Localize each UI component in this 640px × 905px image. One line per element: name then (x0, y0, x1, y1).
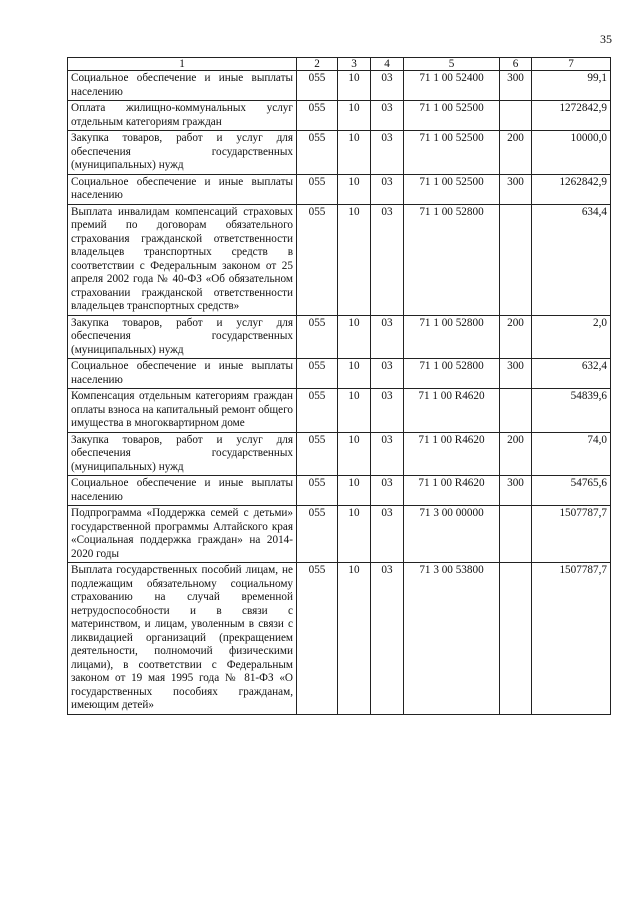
page-number: 35 (600, 32, 612, 46)
column-header: 6 (500, 58, 532, 71)
column-header: 5 (404, 58, 500, 71)
table-row (68, 315, 611, 359)
subsection-code-cell: 03 (371, 563, 404, 715)
amount-cell: 632,4 (532, 359, 611, 389)
ministry-code-cell: 055 (297, 131, 338, 175)
row-name-cell: Компенсация отдельным категориям граждан оплаты взноса на капитальный ремонт общего имущества в многоквартирном доме (68, 389, 297, 433)
expense-type-cell: 200 (500, 131, 532, 175)
table-row (68, 432, 611, 476)
expense-type-cell (500, 563, 532, 715)
table-row (68, 563, 611, 715)
expense-type-cell: 200 (500, 315, 532, 359)
amount-cell: 2,0 (532, 315, 611, 359)
ministry-code-cell: 055 (297, 432, 338, 476)
ministry-code-cell: 055 (297, 476, 338, 506)
ministry-code-cell: 055 (297, 506, 338, 563)
target-article-cell: 71 1 00 52800 (404, 315, 500, 359)
ministry-code-cell: 055 (297, 563, 338, 715)
subsection-code-cell: 03 (371, 204, 404, 315)
section-code-cell: 10 (338, 204, 371, 315)
target-article-cell: 71 1 00 R4620 (404, 476, 500, 506)
table-row (68, 476, 611, 506)
expense-type-cell (500, 101, 532, 131)
expense-type-cell (500, 389, 532, 433)
amount-cell: 10000,0 (532, 131, 611, 175)
subsection-code-cell: 03 (371, 101, 404, 131)
table-row (68, 131, 611, 175)
amount-cell: 1272842,9 (532, 101, 611, 131)
amount-cell: 99,1 (532, 71, 611, 101)
subsection-code-cell: 03 (371, 315, 404, 359)
target-article-cell: 71 1 00 52800 (404, 204, 500, 315)
row-name-cell: Закупка товаров, работ и услуг для обеспечения государственных (муниципальных) нужд (68, 432, 297, 476)
row-name-cell: Оплата жилищно-коммунальных услуг отдельным категориям граждан (68, 101, 297, 131)
table-row (68, 389, 611, 433)
subsection-code-cell: 03 (371, 131, 404, 175)
table-row (68, 174, 611, 204)
column-header: 3 (338, 58, 371, 71)
section-code-cell: 10 (338, 563, 371, 715)
ministry-code-cell: 055 (297, 389, 338, 433)
target-article-cell: 71 3 00 53800 (404, 563, 500, 715)
target-article-cell: 71 1 00 52400 (404, 71, 500, 101)
ministry-code-cell: 055 (297, 204, 338, 315)
section-code-cell: 10 (338, 315, 371, 359)
section-code-cell: 10 (338, 359, 371, 389)
target-article-cell: 71 1 00 52500 (404, 101, 500, 131)
table-row (68, 71, 611, 101)
expense-type-cell (500, 506, 532, 563)
column-header: 4 (371, 58, 404, 71)
target-article-cell: 71 1 00 R4620 (404, 432, 500, 476)
ministry-code-cell: 055 (297, 101, 338, 131)
ministry-code-cell: 055 (297, 315, 338, 359)
expense-type-cell (500, 204, 532, 315)
row-name-cell: Социальное обеспечение и иные выплаты населению (68, 174, 297, 204)
section-code-cell: 10 (338, 101, 371, 131)
table-row (68, 359, 611, 389)
section-code-cell: 10 (338, 432, 371, 476)
section-code-cell: 10 (338, 131, 371, 175)
expense-type-cell: 300 (500, 174, 532, 204)
row-name-cell: Выплата инвалидам компенсаций страховых премий по договорам обязательного страхования гражданской ответственности владельцев транспортных средств в соответствии с Федеральным законом от 25 апреля 2002 года № 40-ФЗ «Об обязательном страховании гражданской ответственности владельцев транспортных средств» (68, 204, 297, 315)
budget-table (67, 57, 611, 715)
ministry-code-cell: 055 (297, 359, 338, 389)
expense-type-cell: 200 (500, 432, 532, 476)
table-row (68, 101, 611, 131)
column-header: 2 (297, 58, 338, 71)
row-name-cell: Подпрограмма «Поддержка семей с детьми» государственной программы Алтайского края «Социальная поддержка граждан» на 2014-2020 годы (68, 506, 297, 563)
ministry-code-cell: 055 (297, 174, 338, 204)
row-name-cell: Закупка товаров, работ и услуг для обеспечения государственных (муниципальных) нужд (68, 315, 297, 359)
expense-type-cell: 300 (500, 359, 532, 389)
subsection-code-cell: 03 (371, 389, 404, 433)
column-header: 1 (68, 58, 297, 71)
target-article-cell: 71 3 00 00000 (404, 506, 500, 563)
amount-cell: 1507787,7 (532, 506, 611, 563)
section-code-cell: 10 (338, 389, 371, 433)
expense-type-cell: 300 (500, 71, 532, 101)
subsection-code-cell: 03 (371, 359, 404, 389)
target-article-cell: 71 1 00 52500 (404, 131, 500, 175)
subsection-code-cell: 03 (371, 476, 404, 506)
table-row (68, 204, 611, 315)
target-article-cell: 71 1 00 52800 (404, 359, 500, 389)
section-code-cell: 10 (338, 476, 371, 506)
amount-cell: 74,0 (532, 432, 611, 476)
amount-cell: 1507787,7 (532, 563, 611, 715)
amount-cell: 634,4 (532, 204, 611, 315)
row-name-cell: Выплата государственных пособий лицам, не подлежащим обязательному социальному страхованию на случай временной нетрудоспособности и в связи с материнством, и лицам, уволенным в связи с ликвидацией организаций (прекращением деятельности, полномочий физическими лицами), в соответствии с Федеральным законом от 19 мая 1995 года № 81-ФЗ «О государственных пособиях гражданам, имеющим детей» (68, 563, 297, 715)
row-name-cell: Социальное обеспечение и иные выплаты населению (68, 71, 297, 101)
section-code-cell: 10 (338, 174, 371, 204)
expense-type-cell: 300 (500, 476, 532, 506)
amount-cell: 54839,6 (532, 389, 611, 433)
row-name-cell: Социальное обеспечение и иные выплаты населению (68, 359, 297, 389)
row-name-cell: Социальное обеспечение и иные выплаты населению (68, 476, 297, 506)
section-code-cell: 10 (338, 71, 371, 101)
amount-cell: 1262842,9 (532, 174, 611, 204)
subsection-code-cell: 03 (371, 506, 404, 563)
amount-cell: 54765,6 (532, 476, 611, 506)
column-header: 7 (532, 58, 611, 71)
section-code-cell: 10 (338, 506, 371, 563)
ministry-code-cell: 055 (297, 71, 338, 101)
row-name-cell: Закупка товаров, работ и услуг для обеспечения государственных (муниципальных) нужд (68, 131, 297, 175)
subsection-code-cell: 03 (371, 432, 404, 476)
header-row (68, 58, 611, 71)
target-article-cell: 71 1 00 R4620 (404, 389, 500, 433)
target-article-cell: 71 1 00 52500 (404, 174, 500, 204)
subsection-code-cell: 03 (371, 174, 404, 204)
table-row (68, 506, 611, 563)
subsection-code-cell: 03 (371, 71, 404, 101)
